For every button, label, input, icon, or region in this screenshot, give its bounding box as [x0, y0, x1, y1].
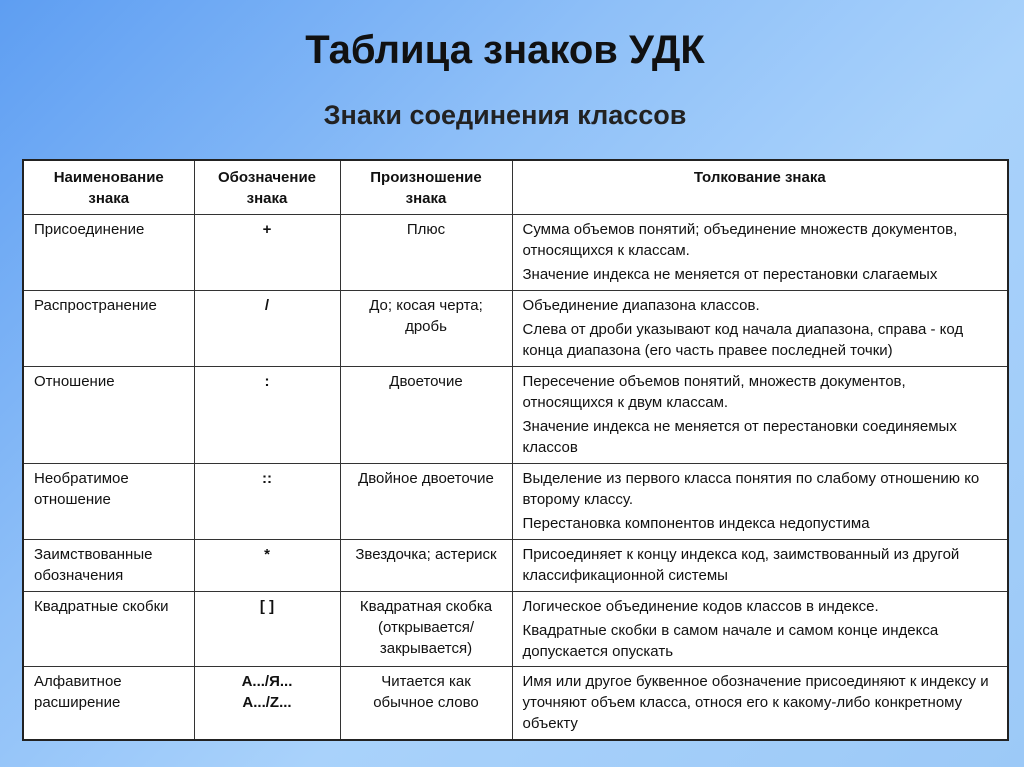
cell-name: Присоединение [23, 215, 194, 291]
cell-symbol [194, 667, 340, 740]
page-subtitle: Знаки соединения классов [323, 100, 687, 130]
cell-description [512, 215, 1008, 291]
cell-pronunciation: Квадратная скобка (открывается/ закрывается) [340, 592, 512, 667]
cell-description [512, 592, 1008, 667]
symbol-line: A.../Z... [242, 694, 292, 711]
description-line: Значение индекса не меняется от перестановки соединяемых классов [522, 418, 957, 456]
udk-signs-table [22, 159, 1009, 741]
cell-description [512, 464, 1008, 540]
table-row [23, 592, 1008, 667]
header-symbol: Обозначение знака [194, 160, 340, 215]
table-row [23, 215, 1008, 291]
cell-name: Заимствованные обозначения [23, 540, 194, 592]
cell-name: Распространение [23, 291, 194, 367]
description-line: Имя или другое буквенное обозначение присоединяют к индексу и уточняют объем класса, относя его к какому-либо конкретному объекту [522, 673, 989, 732]
description-line: Присоединяет к концу индекса код, заимствованный из другой классификационной системы [522, 546, 960, 584]
table-row [23, 291, 1008, 367]
cell-symbol: [ ] [194, 592, 340, 667]
cell-symbol: / [194, 291, 340, 367]
cell-pronunciation: Плюс [340, 215, 512, 291]
description-line: Значение индекса не меняется от перестановки слагаемых [522, 266, 938, 283]
cell-pronunciation: Двойное двоеточие [340, 464, 512, 540]
description-line: Выделение из первого класса понятия по слабому отношению ко второму классу. [522, 470, 980, 508]
cell-name: Необратимое отношение [23, 464, 194, 540]
description-line: Логическое объединение кодов классов в индексе. [522, 598, 879, 615]
symbol-line: А.../Я... [241, 673, 293, 690]
description-line: Слева от дроби указывают код начала диапазона, справа - код конца диапазона (его часть правее последней точки) [522, 321, 964, 359]
header-name: Наименование знака [23, 160, 194, 215]
description-line: Сумма объемов понятий; объединение множеств документов, относящихся к классам. [522, 221, 958, 259]
cell-pronunciation: Читается как обычное слово [340, 667, 512, 740]
cell-description [512, 540, 1008, 592]
page-title: Таблица знаков УДК [305, 28, 705, 72]
description-line: Объединение диапазона классов. [522, 297, 760, 314]
table-header-row [23, 160, 1008, 215]
cell-pronunciation: Звездочка; астериск [340, 540, 512, 592]
cell-description [512, 367, 1008, 464]
cell-name: Алфавитное расширение [23, 667, 194, 740]
table-row [23, 367, 1008, 464]
cell-name: Отношение [23, 367, 194, 464]
cell-pronunciation: До; косая черта; дробь [340, 291, 512, 367]
cell-symbol: + [194, 215, 340, 291]
cell-description [512, 667, 1008, 740]
cell-symbol: * [194, 540, 340, 592]
table-row [23, 667, 1008, 740]
cell-name: Квадратные скобки [23, 592, 194, 667]
description-line: Квадратные скобки в самом начале и самом конце индекса допускается опускать [522, 622, 939, 660]
cell-description [512, 291, 1008, 367]
header-pronunciation: Произношение знака [340, 160, 512, 215]
header-description: Толкование знака [512, 160, 1008, 215]
description-line: Перестановка компонентов индекса недопустима [522, 515, 870, 532]
description-line: Пересечение объемов понятий, множеств документов, относящихся к двум классам. [522, 373, 906, 411]
cell-pronunciation: Двоеточие [340, 367, 512, 464]
cell-symbol: : [194, 367, 340, 464]
cell-symbol: :: [194, 464, 340, 540]
table-row [23, 464, 1008, 540]
table-row [23, 540, 1008, 592]
